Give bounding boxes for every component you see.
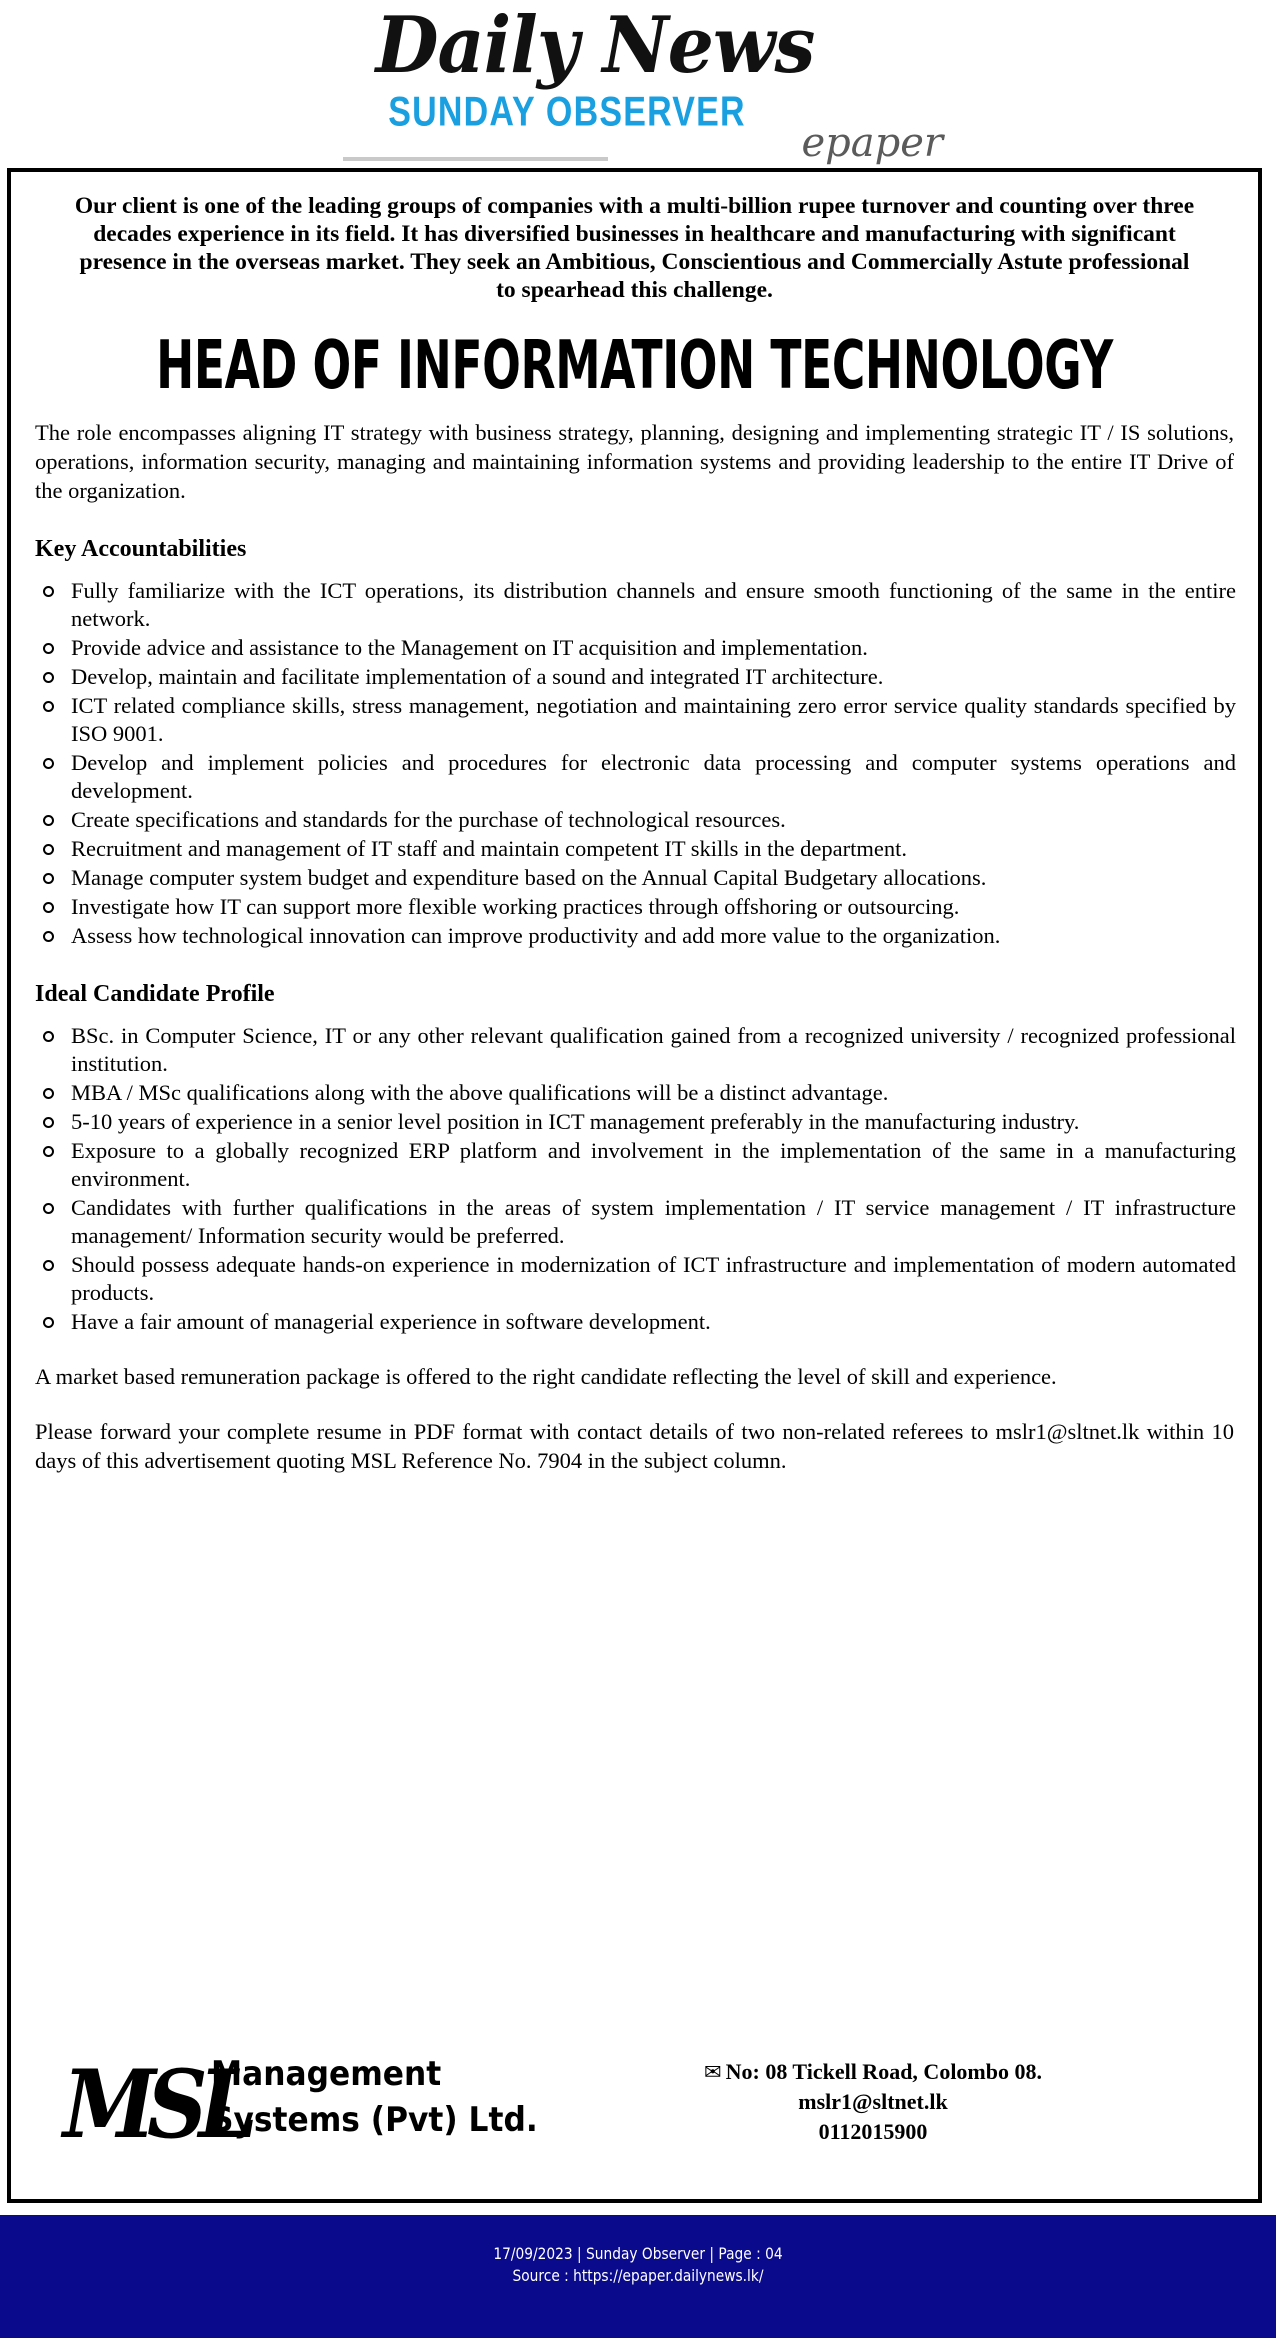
envelope-icon: ✉ — [704, 2060, 722, 2084]
list-item — [33, 634, 1236, 662]
bullet-ring-icon — [43, 931, 54, 942]
daily-news-wordmark: Daily News — [375, 0, 815, 91]
list-item — [33, 663, 1236, 691]
intro-paragraph: Our client is one of the leading groups of companies with a multi-billion rupee turnover and counting over three decades experience in its field. It has diversified businesses in healthcare and manufacturing with significant presence in the overseas market. They seek an Ambitious, Conscientious and Commercially Astute professional to spearhead this challenge. — [74, 193, 1195, 303]
list-item-text: 5-10 years of experience in a senior level position in ICT management preferably in the manufacturing industry. — [71, 1109, 1080, 1134]
bullet-ring-icon — [43, 672, 54, 683]
application-instructions: Please forward your complete resume in PDF format with contact details of two non-related referees to mslr1@sltnet.lk within 10 days of this advertisement quoting MSL Reference No. 7904 in the subject column. — [35, 1419, 1234, 1473]
contact-email: mslr1@sltnet.lk — [798, 2089, 948, 2114]
bullet-ring-icon — [43, 1088, 54, 1099]
ideal-candidate-profile-list — [33, 1022, 1236, 1336]
list-item-text: Assess how technological innovation can improve productivity and add more value to the organization. — [71, 923, 1001, 948]
list-item — [33, 864, 1236, 892]
msl-logo-line-2: Systems (Pvt) Ltd. — [211, 2100, 538, 2140]
list-item-text: Manage computer system budget and expenditure based on the Annual Capital Budgetary allocations. — [71, 865, 987, 890]
list-item — [33, 1137, 1236, 1193]
advertisement-box — [7, 168, 1262, 2203]
list-item-text: Should possess adequate hands-on experience in modernization of ICT infrastructure and implementation of modern automated products. — [71, 1252, 1236, 1305]
bullet-ring-icon — [43, 643, 54, 654]
list-item — [33, 749, 1236, 805]
sunday-observer-wordmark: SUNDAY OBSERVER — [388, 88, 746, 136]
masthead — [0, 0, 1276, 168]
advertiser-footer — [33, 2039, 1236, 2189]
source-bar-text — [89, 2243, 1186, 2287]
source-bar-line-2: Source : https://epaper.dailynews.lk/ — [512, 2266, 764, 2285]
list-item — [33, 1251, 1236, 1307]
list-item-text: Have a fair amount of managerial experience in software development. — [71, 1309, 711, 1334]
list-item — [33, 1022, 1236, 1078]
msl-logo-mark: MSL — [63, 2048, 249, 2160]
bullet-ring-icon — [43, 844, 54, 855]
bullet-ring-icon — [43, 1260, 54, 1271]
masthead-rule — [343, 157, 608, 161]
list-item — [33, 692, 1236, 748]
bullet-ring-icon — [43, 701, 54, 712]
msl-logo — [63, 2047, 538, 2160]
list-item-text: Develop, maintain and facilitate implementation of a sound and integrated IT architecture. — [71, 664, 884, 689]
masthead-logo — [265, 0, 943, 166]
list-item — [33, 1079, 1236, 1107]
list-item — [33, 1308, 1236, 1336]
bullet-ring-icon — [43, 815, 54, 826]
list-item-text: ICT related compliance skills, stress management, negotiation and maintaining zero error service quality standards specified by ISO 9001. — [71, 693, 1236, 746]
list-item — [33, 835, 1236, 863]
contact-details — [593, 2057, 1153, 2147]
list-item — [33, 893, 1236, 921]
bullet-ring-icon — [43, 902, 54, 913]
list-item — [33, 1108, 1236, 1136]
remuneration-paragraph: A market based remuneration package is offered to the right candidate reflecting the level of skill and experience. — [35, 1364, 1057, 1389]
list-item-text: Develop and implement policies and procedures for electronic data processing and computer systems operations and development. — [71, 750, 1236, 803]
bullet-ring-icon — [43, 873, 54, 884]
list-item-text: BSc. in Computer Science, IT or any other relevant qualification gained from a recognized university / recognized professional institution. — [71, 1023, 1236, 1076]
list-item-text: Fully familiarize with the ICT operations, its distribution channels and ensure smooth functioning of the same in the entire network. — [71, 578, 1236, 631]
address-line — [593, 2057, 1153, 2087]
bullet-ring-icon — [43, 1146, 54, 1157]
bullet-ring-icon — [43, 758, 54, 769]
bullet-ring-icon — [43, 586, 54, 597]
list-item-text: Create specifications and standards for the purchase of technological resources. — [71, 807, 786, 832]
list-item — [33, 806, 1236, 834]
bullet-ring-icon — [43, 1203, 54, 1214]
list-item — [33, 577, 1236, 633]
ideal-candidate-profile-heading: Ideal Candidate Profile — [35, 981, 275, 1007]
msl-logo-line-1: Management — [211, 2054, 442, 2094]
bullet-ring-icon — [43, 1317, 54, 1328]
list-item-text: Provide advice and assistance to the Management on IT acquisition and implementation. — [71, 635, 868, 660]
list-item-text: Investigate how IT can support more flexible working practices through offshoring or outsourcing. — [71, 894, 960, 919]
msl-logo-text — [211, 2051, 538, 2143]
list-item — [33, 1194, 1236, 1250]
role-description: The role encompasses aligning IT strategy with business strategy, planning, designing and implementing strategic IT / IS solutions, operations, information security, managing and maintaining information systems and providing leadership to the entire IT Drive of the organization. — [35, 420, 1234, 503]
address-text: No: 08 Tickell Road, Colombo 08. — [725, 2059, 1042, 2084]
key-accountabilities-list — [33, 577, 1236, 950]
page-title: HEAD OF INFORMATION TECHNOLOGY — [156, 326, 1113, 405]
source-bar — [0, 2215, 1276, 2338]
list-item — [33, 922, 1236, 950]
epaper-wordmark: epaper — [801, 120, 943, 166]
list-item-text: MBA / MSc qualifications along with the above qualifications will be a distinct advantage. — [71, 1080, 889, 1105]
contact-phone: 0112015900 — [818, 2119, 928, 2144]
bullet-ring-icon — [43, 1031, 54, 1042]
list-item-text: Recruitment and management of IT staff and maintain competent IT skills in the department. — [71, 836, 908, 861]
bullet-ring-icon — [43, 1117, 54, 1128]
list-item-text: Candidates with further qualifications in the areas of system implementation / IT service management / IT infrastructure management/ Information security would be preferred. — [71, 1195, 1236, 1248]
source-bar-line-1: 17/09/2023 | Sunday Observer | Page : 04 — [493, 2244, 783, 2263]
list-item-text: Exposure to a globally recognized ERP platform and involvement in the implementation of the same in a manufacturing environment. — [71, 1138, 1236, 1191]
key-accountabilities-heading: Key Accountabilities — [35, 536, 247, 562]
